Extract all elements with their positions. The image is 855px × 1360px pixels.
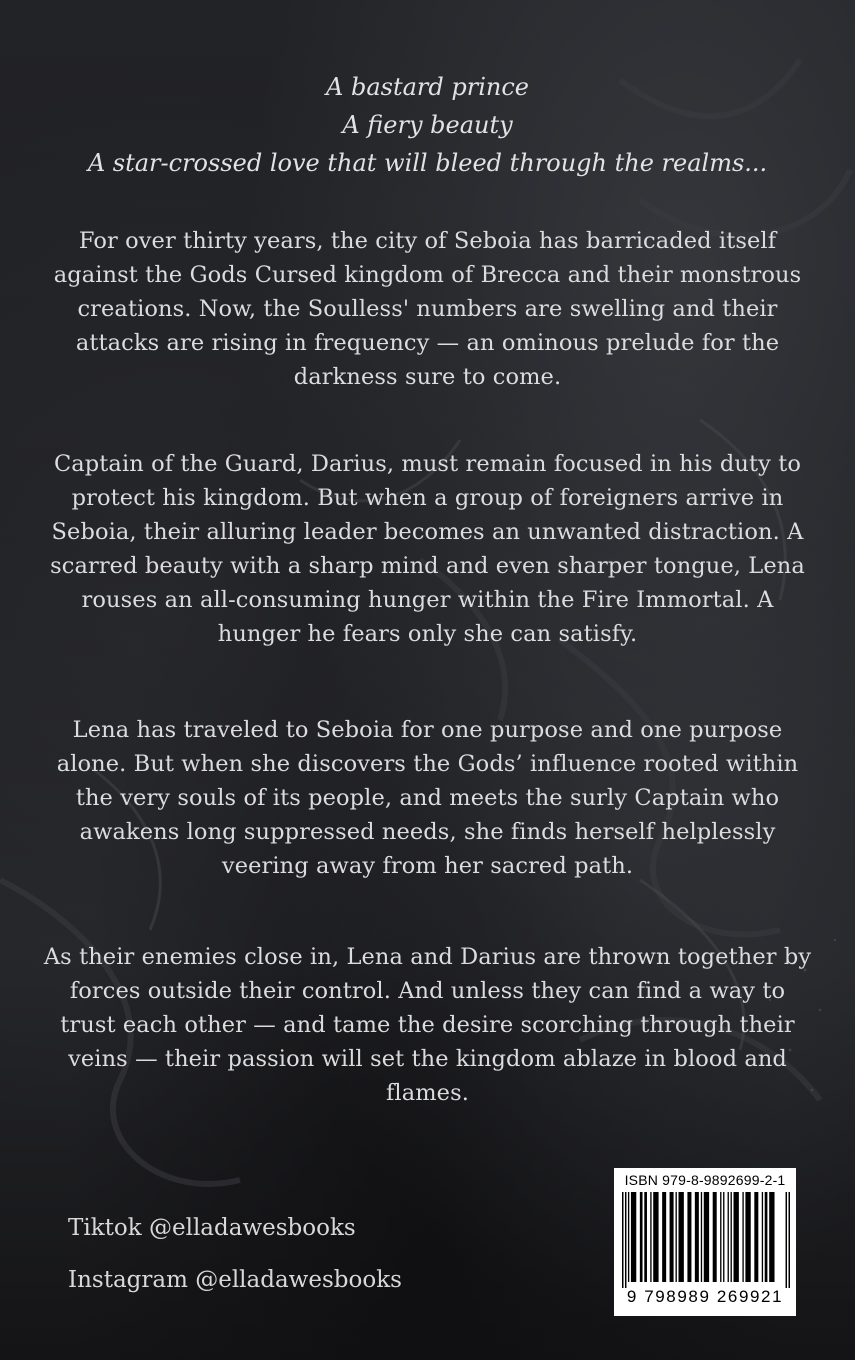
blurb-paragraph-1: For over thirty years, the city of Seboia has barricaded itself against the Gods Cursed kingdom of Brecca and their monstrous creations. Now, the Soulless' numbers are swelling and their attacks are rising in frequency — an ominous prelude for the darkness sure to come. <box>53 228 802 390</box>
tagline-line-2: A fiery beauty <box>342 111 513 139</box>
barcode-bar <box>653 1192 658 1282</box>
barcode-bar <box>640 1192 643 1282</box>
instagram-handle: Instagram @elladawesbooks <box>68 1267 402 1293</box>
barcode-bar <box>786 1192 787 1288</box>
barcode-bar <box>701 1192 702 1282</box>
barcode-bar <box>742 1192 743 1282</box>
barcode-bar <box>650 1192 651 1282</box>
tiktok-handle: Tiktok @elladawesbooks <box>68 1215 356 1241</box>
barcode-bar <box>670 1192 674 1282</box>
barcode-bar <box>720 1192 721 1282</box>
barcode-bar <box>765 1192 768 1282</box>
barcode-bar <box>676 1192 677 1282</box>
barcode-bar <box>723 1192 724 1282</box>
barcode-bars <box>622 1192 790 1288</box>
blurb-paragraph-4: As their enemies close in, Lena and Darius are thrown together by forces outside their control. And unless they can find a way to trust each other — and tame the desire scorching through their veins — their passion will set the kingdom ablaze in blood and flames. <box>43 944 812 1106</box>
barcode-bar <box>734 1192 739 1282</box>
barcode-bar <box>678 1192 683 1282</box>
tagline-line-3: A star-crossed love that will bleed through the realms... <box>87 149 768 177</box>
barcode-bar <box>745 1192 750 1282</box>
barcode-bar <box>628 1192 629 1282</box>
barcode-bar <box>731 1192 732 1282</box>
isbn-barcode <box>614 1168 796 1316</box>
barcode-bar <box>769 1192 774 1282</box>
barcode-bar <box>644 1192 647 1282</box>
blurb-paragraph-3: Lena has traveled to Seboia for one purpose and one purpose alone. But when she discovers the Gods’ influence rooted within the very souls of its people, and meets the surly Captain who awakens long suppressed needs, she finds herself helplessly veering away from her sacred path. <box>56 717 799 879</box>
barcode-bar <box>687 1192 691 1282</box>
barcode-bar <box>662 1192 666 1282</box>
barcode-bar <box>789 1192 790 1288</box>
barcode-bar <box>754 1192 758 1282</box>
barcode-bar <box>631 1192 636 1282</box>
blurb-paragraph-2: Captain of the Guard, Darius, must remain focused in his duty to protect his kingdom. But when a group of foreigners arrive in Seboia, their alluring leader becomes an unwanted distraction. A scarred beauty with a sharp mind and even sharper tongue, Lena rouses an all-consuming hunger within the Fire Immortal. A hunger he fears only she can satisfy. <box>50 451 805 647</box>
barcode-bar <box>695 1192 699 1282</box>
barcode-digits: 9 798989 269921 <box>626 1287 784 1306</box>
isbn-label: ISBN 979-8-9892699-2-1 <box>624 1172 786 1188</box>
barcode-bar <box>704 1192 709 1282</box>
barcode-bar <box>713 1192 717 1282</box>
barcode-bar <box>622 1192 623 1288</box>
tagline-line-1: A bastard prince <box>326 73 529 101</box>
barcode-bar <box>728 1192 729 1282</box>
tagline <box>40 68 815 182</box>
barcode-bar <box>762 1192 763 1282</box>
barcode-bar <box>625 1192 626 1288</box>
